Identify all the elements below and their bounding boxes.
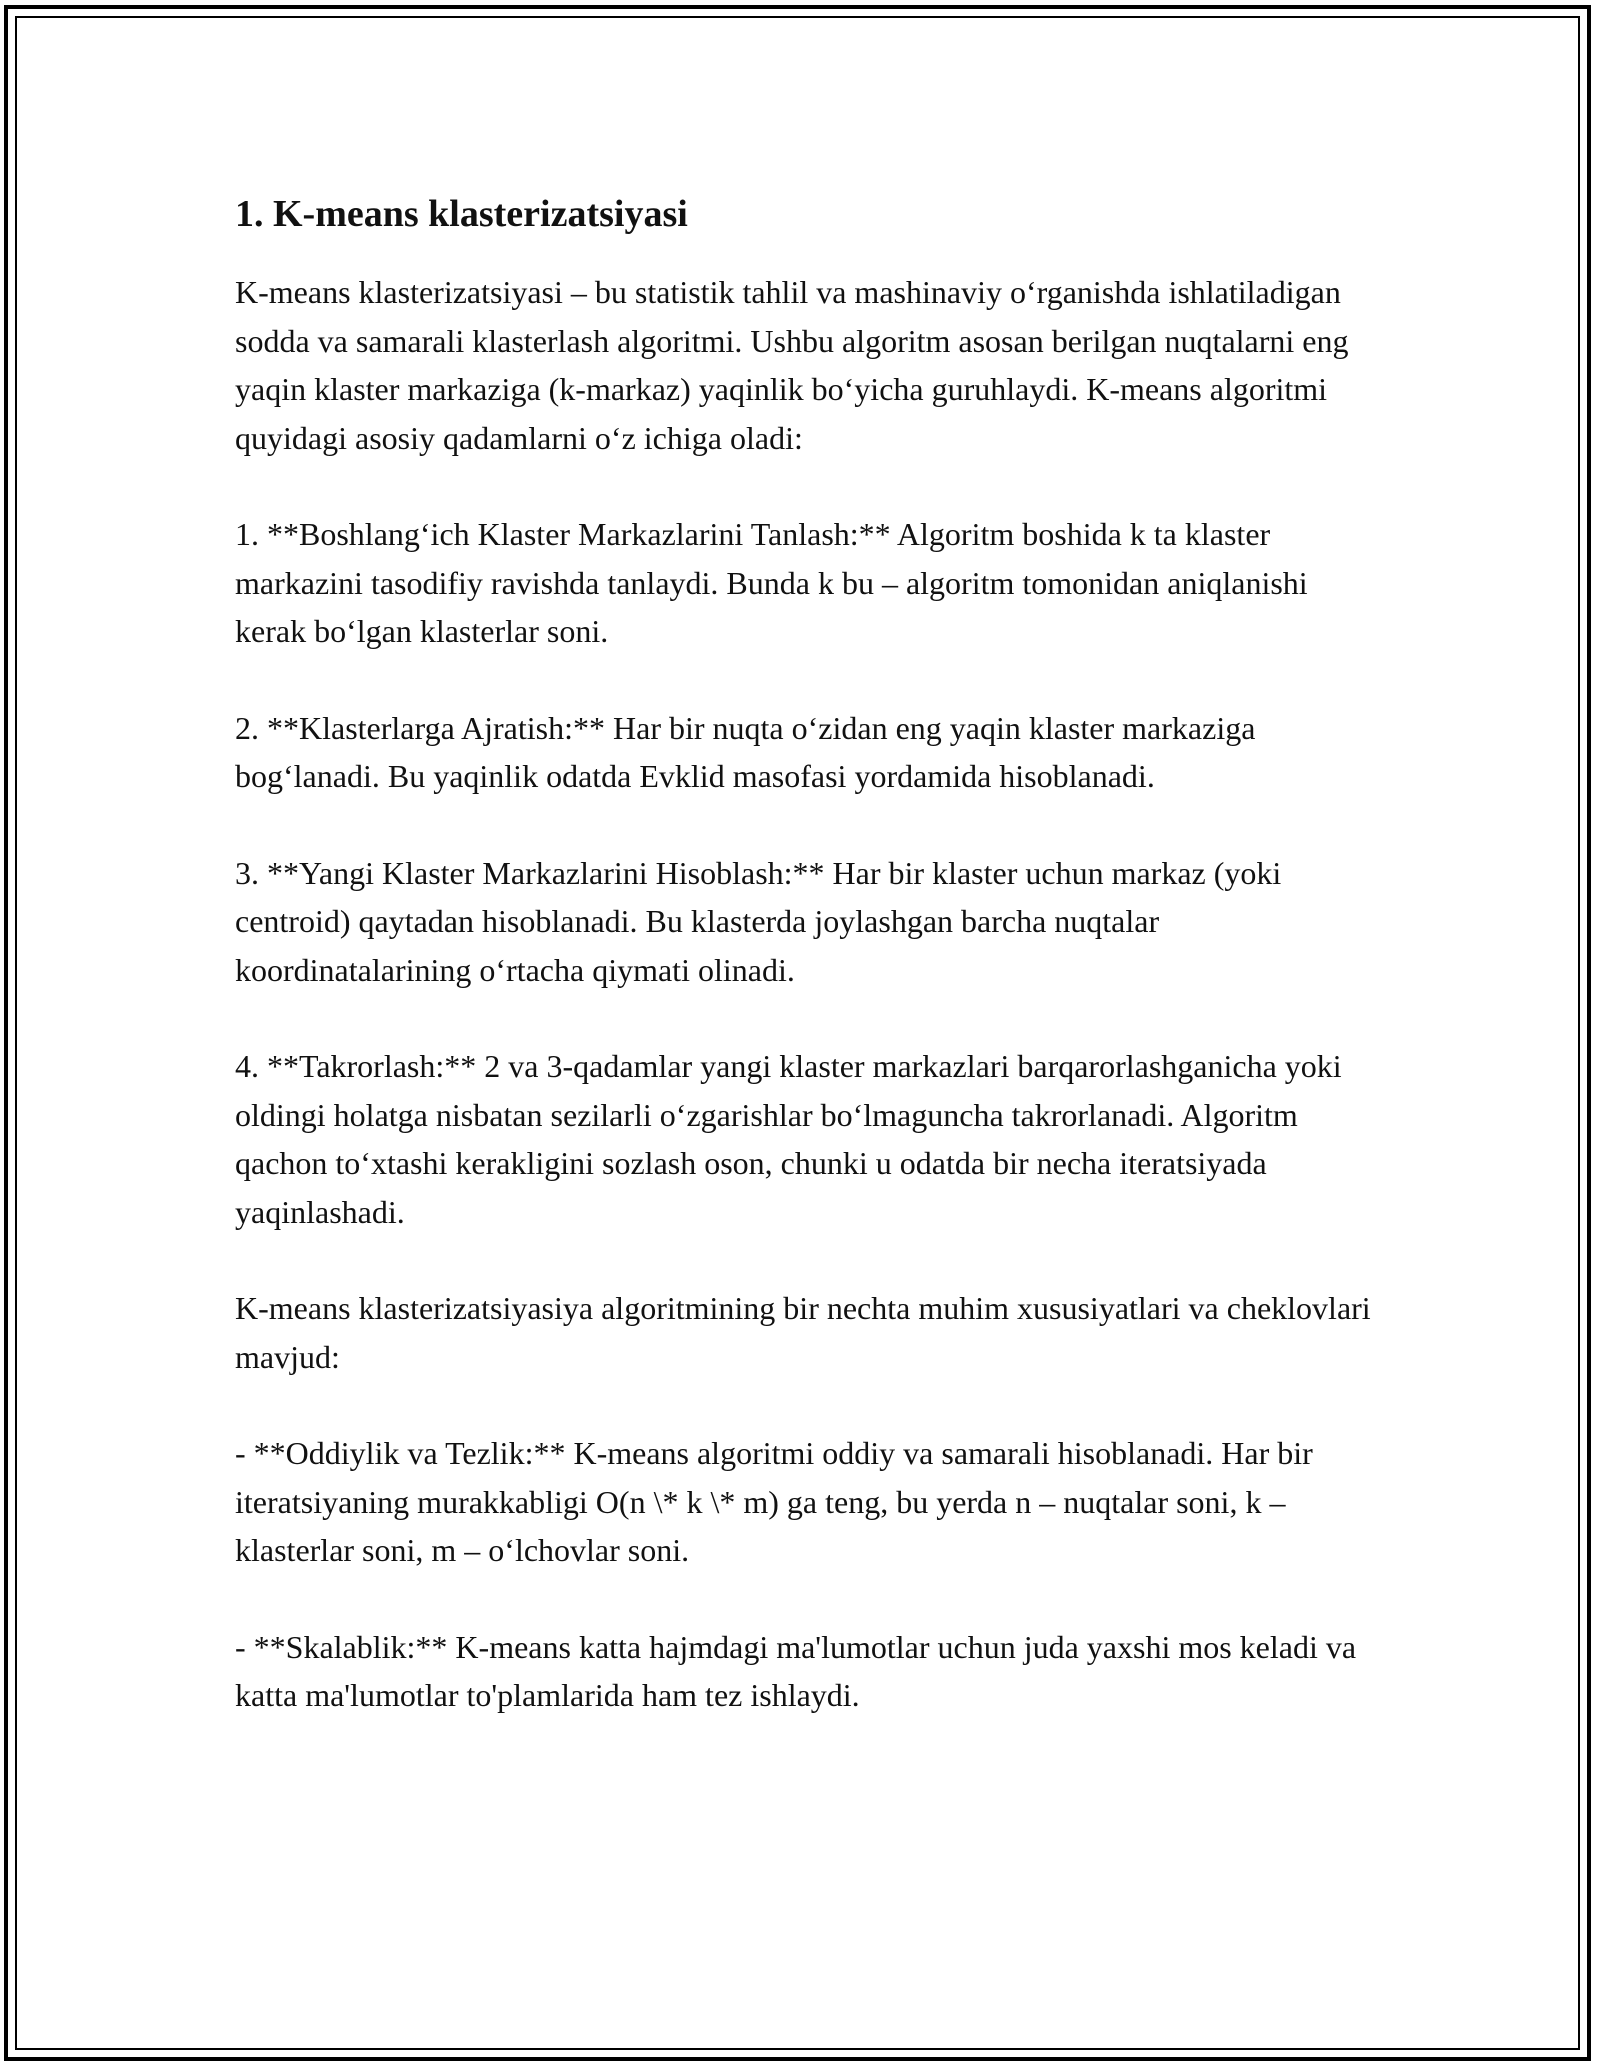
features-intro-paragraph: K-means klasterizatsiyasiya algoritmining bir nechta muhim xususiyatlari va cheklovlari mavjud:: [235, 1290, 1371, 1375]
step-3-paragraph: 3. **Yangi Klaster Markazlarini Hisoblash:** Har bir klaster uchun markaz (yoki centroid) qaytadan hisoblanadi. Bu klasterda joylashgan barcha nuqtalar koordinatalarining o‘rtacha qiymati olinadi.: [235, 854, 1282, 988]
section-title: 1. K-means klasterizatsiyasi: [235, 193, 688, 235]
feature-simplicity-paragraph: - **Oddiylik va Tezlik:** K-means algoritmi oddiy va samarali hisoblanadi. Har bir iteratsiyaning murakkabligi O(n \* k \* m) ga teng, bu yerda n – nuqtalar soni, k – klasterlar soni, m – o‘lchovlar soni.: [235, 1435, 1313, 1568]
step-4-paragraph: 4. **Takrorlash:** 2 va 3-qadamlar yangi klaster markazlari barqarorlashganicha yoki oldingi holatga nisbatan sezilarli o‘zgarishlar bo‘lmaguncha takrorlanadi. Algoritm qachon to‘xtashi kerakligini sozlash oson, chunki u odatda bir necha iteratsiyada yaqinlashadi.: [235, 1048, 1342, 1230]
intro-paragraph: K-means klasterizatsiyasi – bu statistik tahlil va mashinaviy o‘rganishda ishlatiladigan sodda va samarali klasterlash algoritmi. Ushbu algoritm asosan berilgan nuqtalarni eng yaqin klaster markaziga (k-markaz) yaqinlik bo‘yicha guruhlaydi. K-means algoritmi quyidagi asosiy qadamlarni o‘z ichiga oladi:: [235, 274, 1349, 456]
step-2-paragraph: 2. **Klasterlarga Ajratish:** Har bir nuqta o‘zidan eng yaqin klaster markaziga bog‘lanadi. Bu yaqinlik odatda Evklid masofasi yordamida hisoblanadi.: [235, 709, 1256, 794]
step-1-paragraph: 1. **Boshlang‘ich Klaster Markazlarini Tanlash:** Algoritm boshida k ta klaster markazini tasodifiy ravishda tanlaydi. Bunda k bu – algoritm tomonidan aniqlanishi kerak bo‘lgan klasterlar soni.: [235, 516, 1308, 649]
feature-scalability-paragraph: - **Skalablik:** K-means katta hajmdagi ma'lumotlar uchun juda yaxshi mos keladi va katta ma'lumotlar to'plamlarida ham tez ishlaydi.: [235, 1628, 1357, 1713]
document-body: [235, 188, 1375, 1768]
